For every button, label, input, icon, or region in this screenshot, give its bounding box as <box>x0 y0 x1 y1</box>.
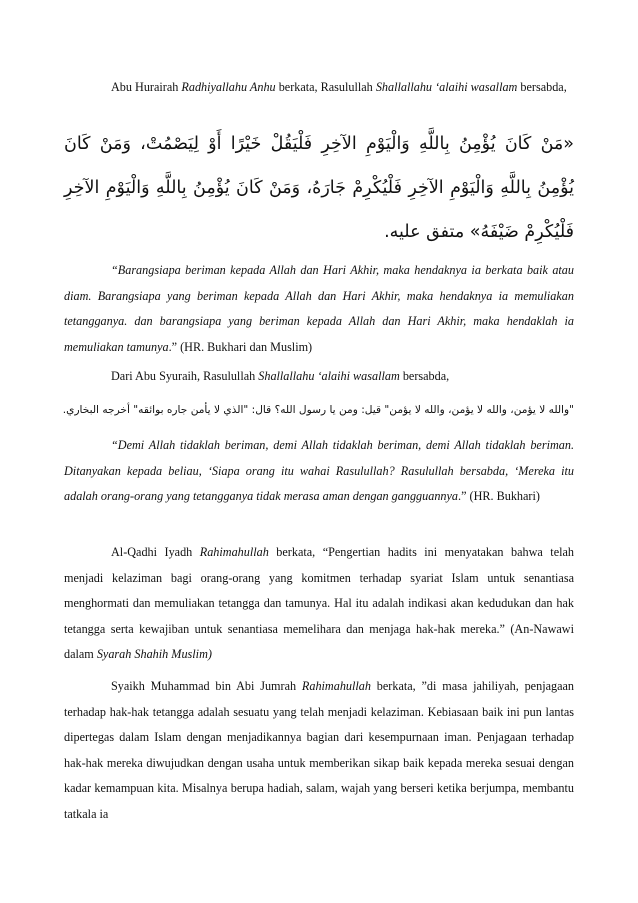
text: Dari Abu Syuraih, Rasulullah <box>111 369 259 383</box>
translation-text: “Barangsiapa beriman kepada Allah dan Hari Akhir, maka hendaknya ia berkata baik atau diam. Barangsiapa yang beriman kepada Allah dan Hari Akhir, maka hendaknya ia memuliakan tetangganya. dan barangsiapa yang beriman kepada Allah dan Hari Akhir, maka hendaklah ia memuliakan tamunya <box>64 263 574 354</box>
translation-text: “Demi Allah tidaklah beriman, demi Allah tidaklah beriman, demi Allah tidaklah beriman. Ditanyakan kepada beliau, ‘Siapa orang itu wahai Rasulullah? Rasulullah bersabda, ‘Mereka itu adalah orang-orang yang tetangganya tidak merasa aman dengan gangguannya <box>64 438 574 503</box>
honorific: Rahimahullah <box>301 679 371 693</box>
source-citation: .” (HR. Bukhari dan Muslim) <box>168 339 313 354</box>
text: bersabda, <box>517 80 567 94</box>
honorific: Radhiyallahu Anhu <box>181 80 276 94</box>
text: berkata, “Pengertian hadits ini menyatakan bahwa telah menjadi kelaziman bagi orang-orang yang komitmen terhadap syariat Islam untuk senantiasa menghormati dan memuliakan tetangga dan tamunya. Hal itu adalah indikasi akan kedudukan dan hak tetangga serta kewajiban untuk senantiasa memelihara dan menjaga hak-hak mereka.” (An-Nawawi dalam <box>64 545 574 661</box>
paragraph-ibnu-abi-jumrah <box>64 674 574 827</box>
honorific: Shallallahu ‘alaihi wasallam <box>375 80 518 94</box>
text: Abu Hurairah <box>111 80 182 94</box>
paragraph-intro <box>64 75 574 101</box>
paragraph-translation-1 <box>64 258 574 360</box>
paragraph-qadhi-iyadh <box>64 540 574 668</box>
arabic-hadith-1: «مَنْ كَانَ يُؤْمِنُ بِاللَّهِ وَالْيَوْمِ الآخِرِ فَلْيَقُلْ خَيْرًا أَوْ لِيَصْمُتْ، وَمَنْ كَانَ يُؤْمِنُ بِاللَّهِ وَالْيَوْمِ الآخِرِ فَلْيُكْرِمْ جَارَهُ، وَمَنْ كَانَ يُؤْمِنُ بِاللَّهِ وَالْيَوْمِ الآخِرِ فَلْيُكْرِمْ ضَيْفَهُ» متفق عليه. <box>64 134 574 242</box>
paragraph-abu-syuraih <box>64 364 574 390</box>
text: Al-Qadhi Iyadh <box>111 545 200 559</box>
text: berkata, Rasulullah <box>275 80 376 94</box>
book-title: Syarah Shahih Muslim) <box>96 647 212 661</box>
paragraph-translation-2 <box>64 433 574 510</box>
text: bersabda, <box>399 369 450 383</box>
honorific: Shallallahu ‘alaihi wasallam <box>258 369 400 383</box>
source-citation: .” (HR. Bukhari) <box>458 489 540 503</box>
arabic-hadith-2: "والله لا يؤمن، والله لا يؤمن، والله لا يؤمن" قيل: ومن يا رسول الله؟ قال: "الذي لا يأمن جاره بوائقه" أخرجه البخاري. <box>62 404 574 416</box>
text: Syaikh Muhammad bin Abi Jumrah <box>111 679 302 693</box>
text: berkata, ”di masa jahiliyah, penjagaan terhadap hak-hak tetangga adalah sesuatu yang telah menjadi kelaziman. Kebiasaan baik ini pun lantas dipertegas dalam Islam dengan menjadikannya bagian dari kesempurnaan iman. Penjagaan terhadap hak-hak mereka diwujudkan dengan usaha untuk memberikan sikap baik kepada mereka sesuai dengan kadar kemampuan kita. Misalnya berupa hadiah, salam, wajah yang berseri ketika berjumpa, membantu tatkala ia <box>64 679 574 821</box>
honorific: Rahimahullah <box>199 545 269 559</box>
